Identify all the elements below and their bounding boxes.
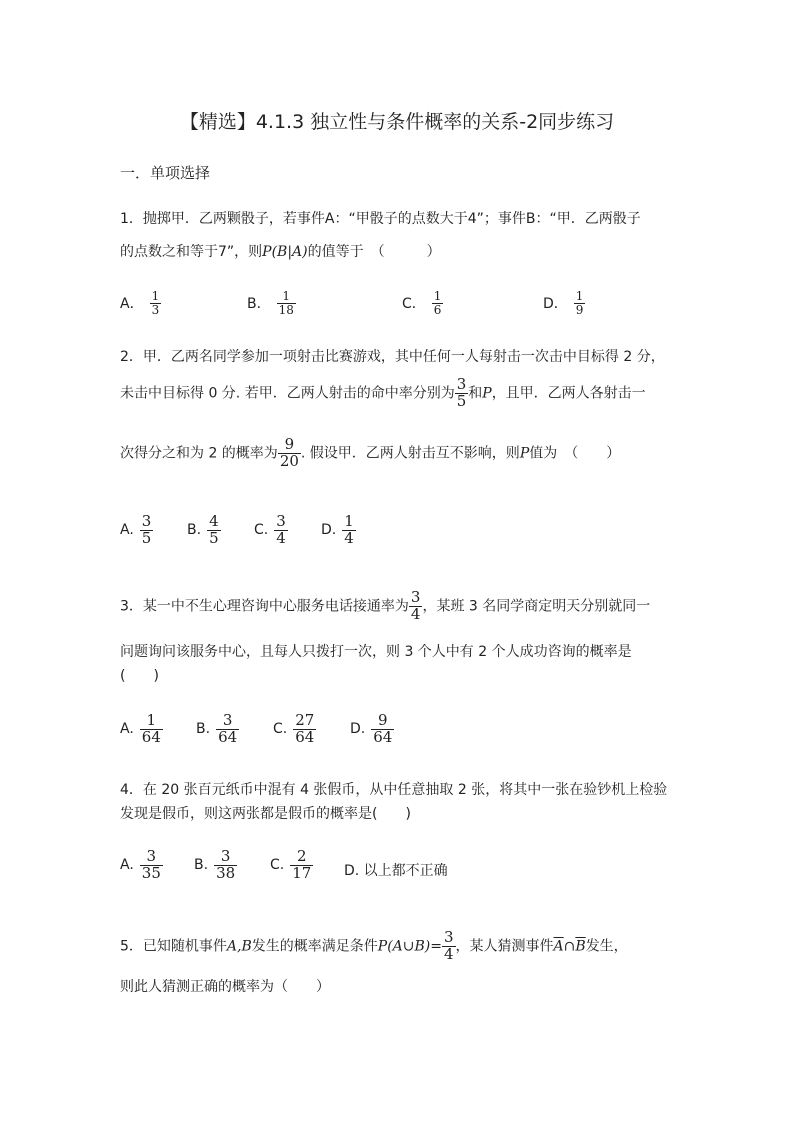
option-fraction: $\frac{1}{18}$ [278, 289, 294, 317]
q5-line1-mid2: ，某人猜测事件 [455, 938, 554, 955]
q4-line2: 发现是假币，则这两张都是假币的概率是( ) [120, 806, 411, 822]
option-fraction: $\frac{9}{64}$ [373, 711, 393, 746]
option-label: B. [196, 721, 211, 738]
option-fraction: $\frac{1}{3}$ [151, 289, 160, 317]
q2-line3 [120, 437, 620, 470]
option-label: A. [120, 721, 134, 738]
q1-line2-tail: 的值等于 （ ） [307, 244, 441, 260]
option-fraction: $\frac{27}{64}$ [295, 711, 315, 746]
option-label: D. [321, 522, 337, 539]
q2-line2-tail: ，且甲．乙两人各射击一 [491, 385, 646, 402]
q5-line1-mid: 发生的概率满足条件 [251, 938, 378, 955]
option-label: B. [194, 857, 209, 874]
option-fraction: $\frac{3}{64}$ [218, 711, 238, 746]
q3-option-b[interactable] [196, 713, 239, 746]
q5-intersection: ∩ [563, 938, 576, 955]
q4-line1: 4．在 20 张百元纸币中混有 4 张假币，从中任意抽取 2 张，将其中一张在验钞机上检验 [120, 782, 668, 798]
q1-option-d[interactable] [543, 290, 585, 316]
option-fraction: $\frac{3}{38}$ [216, 847, 236, 882]
option-fraction: $\frac{1}{4}$ [344, 512, 354, 547]
option-label: C． [402, 296, 426, 313]
option-label: C. [270, 857, 285, 874]
q2-line2 [120, 377, 646, 410]
q5-fraction-3-4: $\frac{3}{4}$ [443, 928, 454, 963]
option-label: C. [273, 721, 288, 738]
q1-option-c[interactable] [402, 290, 443, 316]
q1-expression: P(B|A) [262, 244, 308, 260]
q5-expression: P(A∪B)= [377, 938, 442, 955]
option-fraction: $\frac{3}{4}$ [276, 512, 286, 547]
option-label: A. [120, 857, 134, 874]
q3-option-c[interactable] [273, 713, 316, 746]
q3-fraction-3-4: $\frac{3}{4}$ [410, 588, 421, 623]
q2-line3-mid: . 假设甲．乙两人射击互不影响，则 [300, 445, 520, 462]
option-fraction: $\frac{3}{35}$ [141, 847, 161, 882]
q5-line1-text: 5．已知随机事件 [120, 938, 227, 955]
q2-line3-tail: 值为 （ ） [529, 445, 621, 462]
option-label: D. [350, 721, 366, 738]
q4-option-c[interactable] [270, 849, 313, 882]
q3-line2: 问题询问该服务中心，且每人只拨打一次，则 3 个人中有 2 个人成功咨询的概率是 [120, 644, 632, 660]
q3-option-d[interactable] [350, 713, 394, 746]
q2-option-d[interactable] [321, 514, 356, 547]
q5-line1 [120, 930, 628, 963]
q3-line1-tail: ，某班 3 名同学商定明天分别就同一 [422, 598, 651, 615]
q2-variable-p2: P [519, 445, 530, 462]
option-label: C. [254, 522, 269, 539]
q2-line3-text: 次得分之和为 2 的概率为 [120, 445, 278, 462]
option-fraction: $\frac{1}{6}$ [433, 289, 442, 317]
option-fraction: $\frac{1}{9}$ [575, 289, 584, 317]
option-fraction: $\frac{3}{5}$ [141, 512, 152, 547]
q1-option-a[interactable] [120, 290, 161, 316]
q4-option-d[interactable]: D. 以上都不正确 [344, 863, 448, 879]
section-heading: 一．单项选择 [120, 164, 211, 182]
option-label: B. [187, 522, 202, 539]
option-label: A. [120, 522, 134, 539]
q2-line1: 2．甲．乙两名同学参加一项射击比赛游戏，其中任何一人每射击一次击中目标得 2 分， [120, 349, 665, 365]
q2-option-a[interactable] [120, 514, 153, 547]
q3-line3: ( ) [120, 668, 159, 684]
q1-line2-text: 的点数之和等于7”，则 [120, 244, 263, 260]
q1-line2 [120, 241, 441, 261]
q2-and: 和 [468, 385, 483, 402]
q2-variable-p: P [482, 385, 492, 402]
q3-option-a[interactable] [120, 713, 163, 746]
q2-fraction-9-20: $\frac{9}{20}$ [279, 435, 299, 470]
q3-line1-text: 3．某一中不生心理咨询中心服务电话接通率为 [120, 598, 409, 615]
q5-b-complement: $\overline{B}$ [575, 938, 586, 955]
option-fraction: $\frac{4}{5}$ [209, 512, 219, 547]
q1-option-b[interactable] [247, 290, 296, 316]
q1-line1: 1．抛掷甲．乙两颗骰子，若事件A：“甲骰子的点数大于4”；事件B：“甲．乙两骰子 [120, 211, 641, 227]
q2-option-c[interactable] [254, 514, 288, 547]
q5-line2: 则此人猜测正确的概率为（ ） [120, 979, 330, 995]
option-fraction: $\frac{1}{64}$ [141, 711, 161, 746]
q4-option-a[interactable] [120, 849, 163, 882]
q2-option-b[interactable] [187, 514, 221, 547]
option-fraction: $\frac{2}{17}$ [292, 847, 312, 882]
q3-line1 [120, 590, 650, 623]
option-label: D． [543, 296, 568, 313]
q5-events: A,B [226, 938, 252, 955]
option-label: A． [120, 296, 144, 313]
option-label: B． [247, 296, 271, 313]
q4-option-b[interactable] [194, 849, 237, 882]
q5-line1-tail: 发生， [585, 938, 628, 955]
q2-line2-text: 未击中目标得 0 分. 若甲．乙两人射击的命中率分别为 [120, 385, 455, 402]
q5-a-complement: $\overline{A}$ [553, 938, 564, 955]
page-title: 【精选】4.1.3 独立性与条件概率的关系-2同步练习 [179, 111, 615, 133]
q2-fraction-3-5: $\frac{3}{5}$ [456, 375, 467, 410]
